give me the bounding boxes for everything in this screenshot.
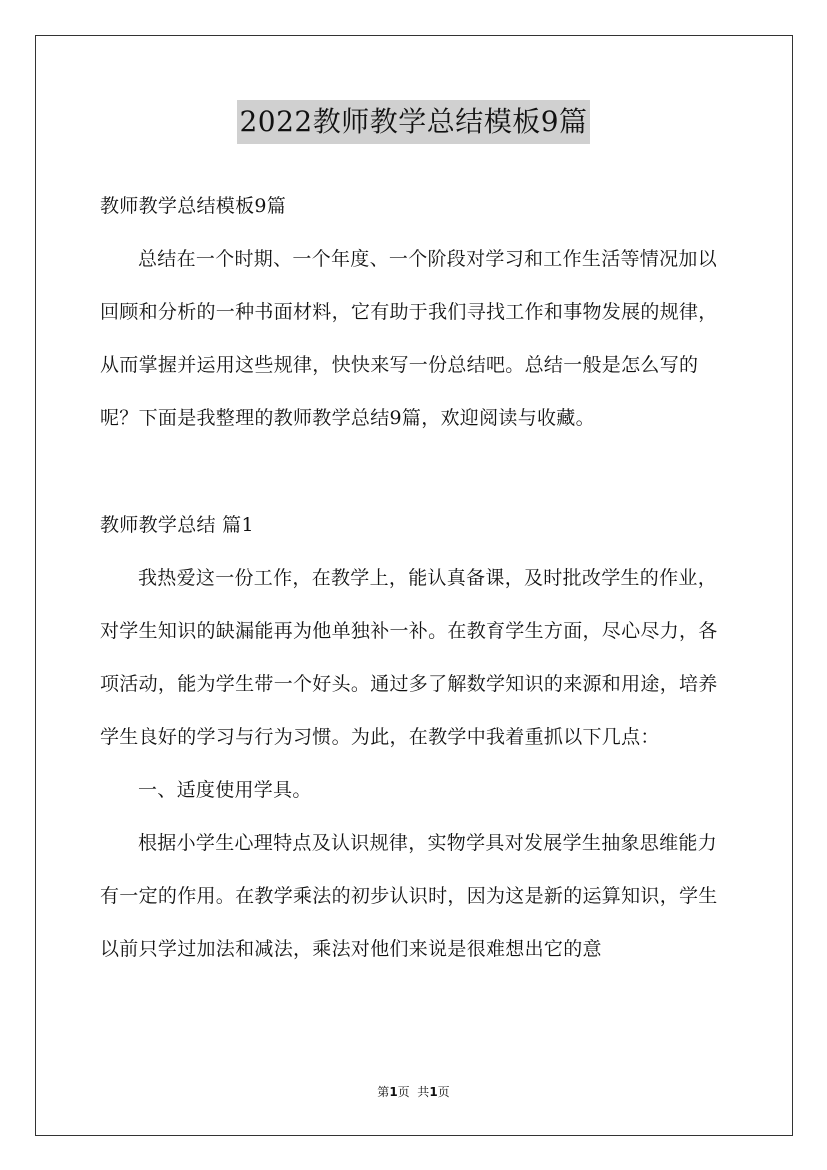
footer-text: 第 <box>377 1085 390 1099</box>
subtitle-block <box>100 180 730 233</box>
intro-block <box>100 233 730 445</box>
section-heading: 教师教学总结 篇1 <box>100 514 254 536</box>
document-title: 2022教师教学总结模板9篇 <box>237 100 589 144</box>
point-heading: 一、适度使用学具。 <box>138 779 312 801</box>
intro-paragraph: 总结在一个时期、一个年度、一个阶段对学习和工作生活等情况加以回顾和分析的一种书面材料，它有助于我们寻找工作和事物发展的规律，从而掌握并运用这些规律，快快来写一份总结吧。总结一般是怎么写的呢？下面是我整理的教师教学总结9篇，欢迎阅读与收藏。 <box>100 248 718 429</box>
total-pages: 1 <box>429 1085 438 1099</box>
section1-block <box>100 499 730 976</box>
page-number: 1 <box>389 1085 398 1099</box>
subtitle: 教师教学总结模板9篇 <box>100 195 287 217</box>
document-title-wrap <box>0 100 827 144</box>
footer-text: 页 共 <box>397 1085 430 1099</box>
body-paragraph: 我热爱这一份工作，在教学上，能认真备课，及时批改学生的作业，对学生知识的缺漏能再为他单独补一补。在教育学生方面，尽心尽力，各项活动，能为学生带一个好头。通过多了解数学知识的来源和用途，培养学生良好的学习与行为习惯。为此，在教学中我着重抓以下几点： <box>100 567 718 748</box>
body-paragraph: 根据小学生心理特点及认识规律，实物学具对发展学生抽象思维能力有一定的作用。在教学乘法的初步认识时，因为这是新的运算知识，学生以前只学过加法和减法，乘法对他们来说是很难想出它的意 <box>100 832 718 960</box>
page-footer <box>0 1083 827 1100</box>
footer-text: 页 <box>437 1085 450 1099</box>
